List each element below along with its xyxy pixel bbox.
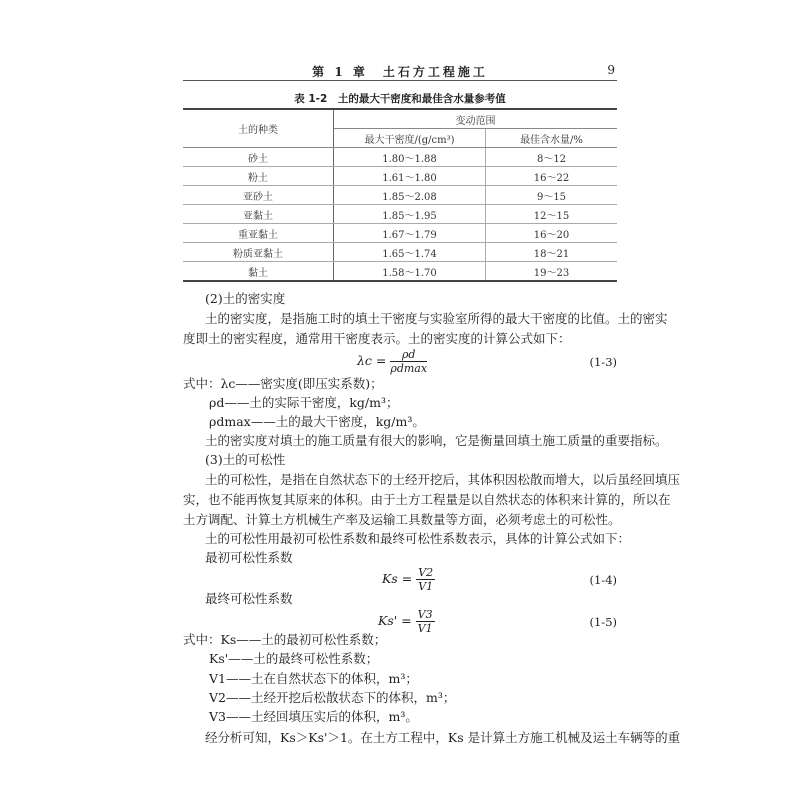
optimal-water-cell: 16～20 bbox=[486, 224, 618, 243]
formula-1-5: Ks' = $\frac{V3}{V1}$ bbox=[378, 608, 433, 635]
optimal-water-cell: 8～12 bbox=[486, 148, 618, 167]
max-density-cell: 1.61～1.80 bbox=[334, 167, 486, 186]
paragraph-line: ρd——土的实际干密度，kg/m³； bbox=[209, 395, 399, 410]
paragraph-line: ρdmax——土的最大干密度，kg/m³。 bbox=[209, 414, 425, 429]
table-row bbox=[183, 243, 617, 262]
soil-type-cell: 粉质亚黏土 bbox=[183, 243, 334, 262]
optimal-water-cell: 12～15 bbox=[486, 205, 618, 224]
max-density-cell: 1.85～1.95 bbox=[334, 205, 486, 224]
table-title: 表 1-2 土的最大干密度和最佳含水量参考值 bbox=[294, 93, 506, 105]
optimal-water-cell: 16～22 bbox=[486, 167, 618, 186]
max-density-cell: 1.58～1.70 bbox=[334, 262, 486, 282]
max-density-cell: 1.65～1.74 bbox=[334, 243, 486, 262]
paragraph-line: 式中：Ks——土的最初可松性系数； bbox=[183, 632, 387, 647]
formula-1-4: Ks = $\frac{V2}{V1}$ bbox=[382, 566, 434, 593]
paragraph-line: 经分析可知，Ks＞Ks'＞1。在土方工程中，Ks 是计算土方施工机械及运土车辆等的重 bbox=[205, 730, 681, 745]
soil-type-cell: 重亚黏土 bbox=[183, 224, 334, 243]
page-number: 9 bbox=[607, 63, 615, 77]
section-heading: (2)土的密实度 bbox=[205, 291, 286, 306]
max-density-cell: 1.67～1.79 bbox=[334, 224, 486, 243]
paragraph-line: 度即土的密实程度，通常用干密度表示。土的密实度的计算公式如下： bbox=[183, 331, 571, 346]
soil-type-cell: 粉土 bbox=[183, 167, 334, 186]
paragraph-line: 实，也不能再恢复其原来的体积。由于土方工程量是以自然状态的体积来计算的，所以在 bbox=[183, 492, 671, 507]
table-row bbox=[183, 167, 617, 186]
paragraph-line: 土的密实度对填土的施工质量有很大的影响，它是衡量回填土施工质量的重要指标。 bbox=[205, 433, 668, 448]
soil-density-table bbox=[183, 108, 617, 282]
header-optimal-water: 最佳含水量/% bbox=[486, 129, 618, 148]
section-heading: (3)土的可松性 bbox=[205, 452, 286, 467]
paragraph-line: V1——土在自然状态下的体积，m³； bbox=[209, 671, 418, 686]
header-range: 变动范围 bbox=[334, 109, 618, 129]
paragraph-line: 土的密实度，是指施工时的填土干密度与实验室所得的最大干密度的比值。土的密实 bbox=[205, 311, 668, 326]
header-max-density: 最大干密度/(g/cm³) bbox=[334, 129, 486, 148]
equation-number: (1-3) bbox=[589, 355, 617, 369]
table-row bbox=[183, 148, 617, 167]
header-soil-type: 土的种类 bbox=[183, 109, 334, 148]
optimal-water-cell: 18～21 bbox=[486, 243, 618, 262]
soil-type-cell: 亚砂土 bbox=[183, 186, 334, 205]
paragraph-line: Ks'——土的最终可松性系数； bbox=[209, 651, 379, 666]
paragraph-line: 土的可松性用最初可松性系数和最终可松性系数表示，具体的计算公式如下： bbox=[205, 531, 631, 546]
paragraph-line: 土方调配、计算土方机械生产率及运输工具数量等方面，必须考虑土的可松性。 bbox=[183, 512, 621, 527]
optimal-water-cell: 19～23 bbox=[486, 262, 618, 282]
paragraph-line: 土的可松性，是指在自然状态下的土经开挖后，其体积因松散而增大，以后虽经回填压 bbox=[205, 472, 681, 487]
paragraph-line: 最初可松性系数 bbox=[205, 550, 293, 565]
formula-1-3: λc = $\frac{\rho d}{\rho dmax}$ bbox=[357, 348, 428, 375]
soil-type-cell: 砂土 bbox=[183, 148, 334, 167]
optimal-water-cell: 9～15 bbox=[486, 186, 618, 205]
soil-type-cell: 黏土 bbox=[183, 262, 334, 282]
max-density-cell: 1.80～1.88 bbox=[334, 148, 486, 167]
max-density-cell: 1.85～2.08 bbox=[334, 186, 486, 205]
paragraph-line: V2——土经开挖后松散状态下的体积，m³； bbox=[209, 690, 456, 705]
equation-number: (1-5) bbox=[589, 615, 617, 629]
paragraph-line: 式中：λc——密实度(即压实系数)； bbox=[183, 376, 383, 391]
table-row bbox=[183, 205, 617, 224]
table-row bbox=[183, 186, 617, 205]
chapter-title: 第 1 章 土石方工程施工 bbox=[312, 65, 488, 79]
paragraph-line: V3——土经回填压实后的体积，m³。 bbox=[209, 709, 418, 724]
running-header bbox=[183, 62, 617, 81]
table-row bbox=[183, 224, 617, 243]
paragraph-line: 最终可松性系数 bbox=[205, 591, 293, 606]
soil-type-cell: 亚黏土 bbox=[183, 205, 334, 224]
table-row bbox=[183, 262, 617, 282]
equation-number: (1-4) bbox=[589, 573, 617, 587]
